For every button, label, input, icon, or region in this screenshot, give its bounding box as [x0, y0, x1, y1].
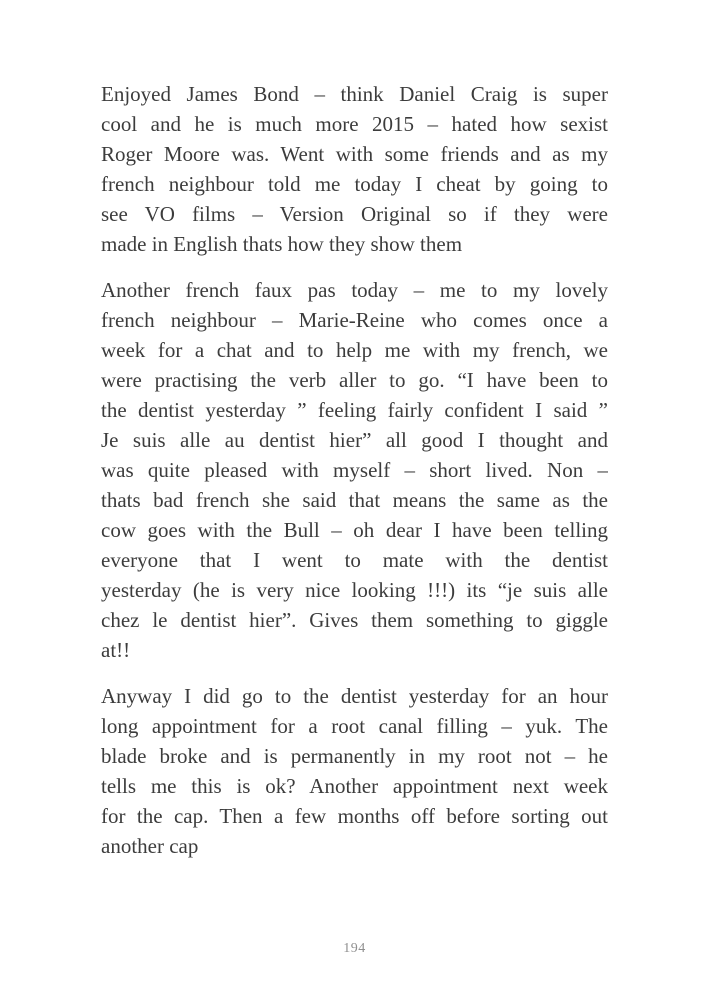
text-line: another cap [101, 834, 199, 858]
text-line: yesterday (he is very nice looking !!!) its “je suis alle [101, 578, 608, 602]
text-line: were practising the verb aller to go. “I have been to [101, 368, 608, 392]
text-line: blade broke and is permanently in my root not – he [101, 744, 608, 768]
text-line: Enjoyed James Bond – think Daniel Craig is super [101, 82, 608, 106]
text-line: Another french faux pas today – me to my lovely [101, 278, 608, 302]
text-line: Je suis alle au dentist hier” all good I thought and [101, 428, 608, 452]
text-line: Roger Moore was. Went with some friends and as my [101, 142, 608, 166]
text-line: everyone that I went to mate with the dentist [101, 548, 608, 572]
text-line: made in English thats how they show them [101, 232, 463, 256]
text-line: french neighbour – Marie-Reine who comes once a [101, 308, 608, 332]
text-line: chez le dentist hier”. Gives them something to giggle [101, 608, 608, 632]
paragraph [101, 275, 608, 665]
text-line: tells me this is ok? Another appointment next week [101, 774, 608, 798]
text-line: week for a chat and to help me with my french, we [101, 338, 608, 362]
text-line: at!! [101, 638, 131, 662]
text-line: long appointment for a root canal filling – yuk. The [101, 714, 608, 738]
text-line: thats bad french she said that means the same as the [101, 488, 608, 512]
page-content [101, 79, 608, 861]
text-line: the dentist yesterday ” feeling fairly confident I said ” [101, 398, 608, 422]
text-line: see VO films – Version Original so if they were [101, 202, 608, 226]
text-line: Anyway I did go to the dentist yesterday for an hour [101, 684, 608, 708]
text-line: for the cap. Then a few months off before sorting out [101, 804, 608, 828]
paragraph [101, 681, 608, 861]
page-number: 194 [343, 941, 366, 956]
text-line: cow goes with the Bull – oh dear I have been telling [101, 518, 608, 542]
text-line: was quite pleased with myself – short lived. Non – [101, 458, 608, 482]
text-line: french neighbour told me today I cheat by going to [101, 172, 608, 196]
paragraph [101, 79, 608, 259]
text-line: cool and he is much more 2015 – hated how sexist [101, 112, 608, 136]
